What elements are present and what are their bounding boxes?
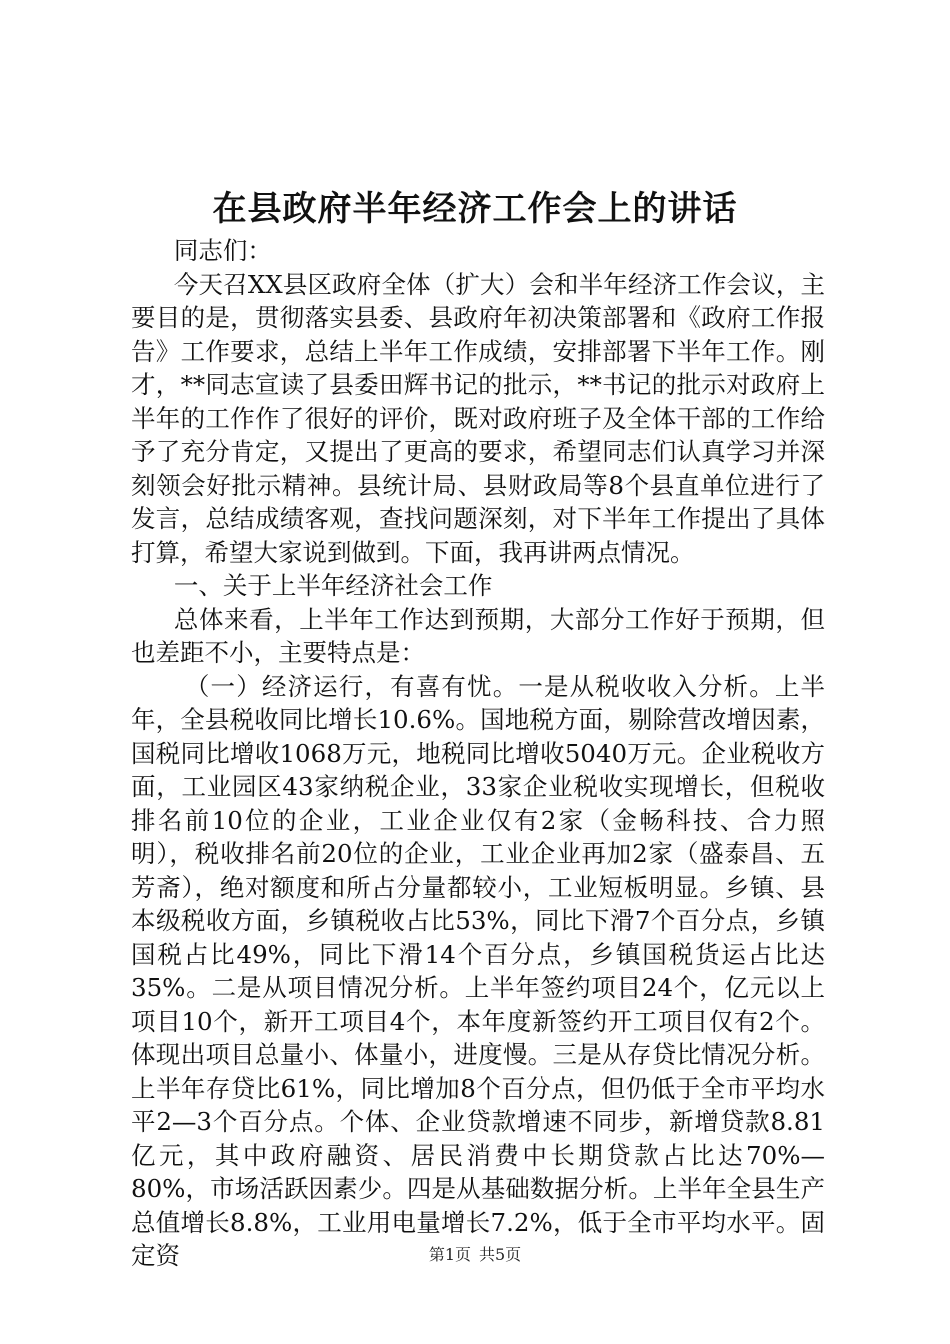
intro-paragraph: 今天召XX县区政府全体（扩大）会和半年经济工作会议，主要目的是，贯彻落实县委、县政府年初决策部署和《政府工作报告》工作要求，总结上半年工作成绩，安排部署下半年工作。刚才，**同志宣读了县委田辉书记的批示，**书记的批示对政府上半年的工作作了很好的评价，既对政府班子及全体干部的工作给予了充分肯定，又提出了更高的要求，希望同志们认真学习并深刻领会好批示精神。县统计局、县财政局等8个县直单位进行了发言，总结成绩客观，查找问题深刻，对下半年工作提出了具体打算，希望大家说到做到。下面，我再讲两点情况。 xyxy=(131,269,825,567)
page-number-current: 第1页 xyxy=(428,1245,471,1264)
page-footer xyxy=(0,1244,950,1266)
page-number-total: 共5页 xyxy=(479,1245,522,1264)
economy-paragraph: （一）经济运行，有喜有忧。一是从税收收入分析。上半年，全县税收同比增长10.6%。国地税方面，剔除营改增因素，国税同比增收1068万元，地税同比增收5040万元。企业税收方面，工业园区43家纳税企业，33家企业税收实现增长，但税收排名前10位的企业，工业企业仅有2家（金畅科技、合力照明），税收排名前20位的企业，工业企业再加2家（盛泰昌、五芳斋），绝对额度和所占分量都较小，工业短板明显。乡镇、县本级税收方面，乡镇税收占比53%，同比下滑7个百分点，乡镇国税占比49%，同比下滑14个百分点，乡镇国税货运占比达35%。二是从项目情况分析。上半年签约项目24个，亿元以上项目10个，新开工项目4个，本年度新签约开工项目仅有2个。体现出项目总量小、体量小，进度慢。三是从存贷比情况分析。上半年存贷比61%，同比增加8个百分点，但仍低于全市平均水平2—3个百分点。个体、企业贷款增速不同步，新增贷款8.81亿元，其中政府融资、居民消费中长期贷款占比达70%—80%，市场活跃因素少。四是从基础数据分析。上半年全县生产总值增长8.8%，工业用电量增长7.2%，低于全市平均水平。固定资 xyxy=(131,671,825,1270)
overview-paragraph: 总体来看，上半年工作达到预期，大部分工作好于预期，但也差距不小，主要特点是： xyxy=(131,604,825,667)
salutation-paragraph: 同志们： xyxy=(173,236,272,265)
document-body xyxy=(131,234,825,1273)
section-heading-1: 一、关于上半年经济社会工作 xyxy=(173,571,493,600)
document-title: 在县政府半年经济工作会上的讲话 xyxy=(212,189,738,229)
